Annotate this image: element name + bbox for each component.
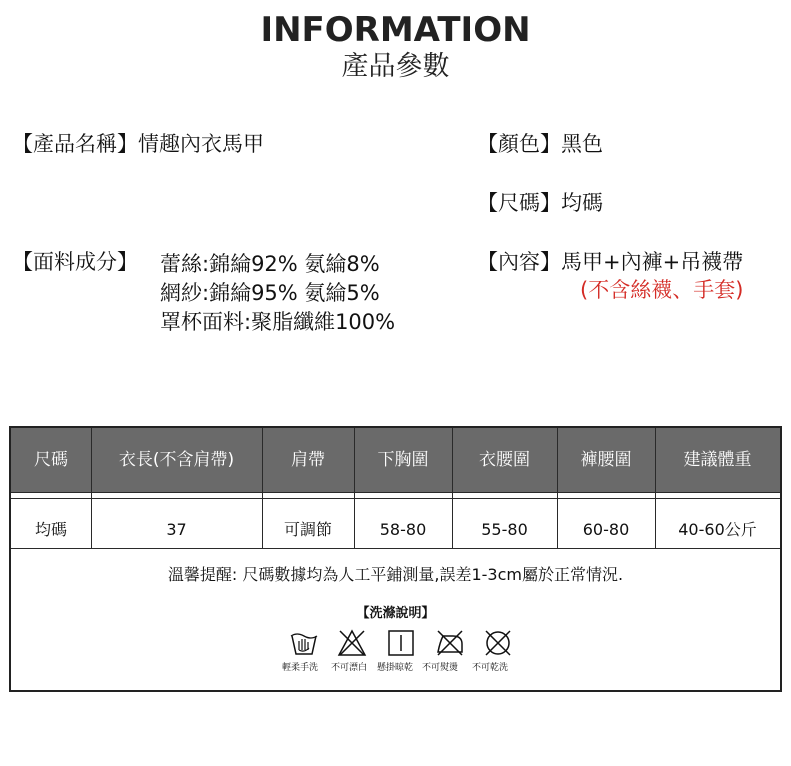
cell-strap: 可調節 <box>283 520 332 539</box>
product-name: 【產品名稱】情趣內衣馬甲 <box>12 132 264 156</box>
header-weight: 建議體重 <box>683 450 752 470</box>
fabric-label: 【面料成分】 <box>12 250 138 274</box>
wash-label-hand-wash: 輕柔手洗 <box>282 663 319 673</box>
product-color: 【顏色】黑色 <box>477 132 603 156</box>
hand-wash-icon <box>289 628 319 658</box>
cell-weight: 40-60公斤 <box>678 520 757 539</box>
wash-title: 【洗滌說明】 <box>356 606 435 621</box>
wash-label-no-bleach: 不可漂白 <box>331 663 368 673</box>
fabric-line-cup: 罩杯面料:聚脂纖維100% <box>160 310 396 334</box>
table-header <box>11 428 780 492</box>
wash-label-no-iron: 不可熨燙 <box>422 663 459 673</box>
no-dry-clean-icon <box>483 628 513 658</box>
no-bleach-icon <box>337 628 367 658</box>
wash-label-drip-dry: 懸掛晾乾 <box>377 663 414 673</box>
fabric-line-mesh: 網紗:錦綸95% 氨綸5% <box>160 281 380 305</box>
no-iron-icon <box>435 628 465 658</box>
title-chinese: 產品參數 <box>341 51 450 82</box>
cell-underbust: 58-80 <box>379 520 427 539</box>
cell-size: 均碼 <box>34 520 67 539</box>
drip-dry-icon <box>386 628 416 658</box>
header-size: 尺碼 <box>34 450 68 470</box>
header-strap: 肩帶 <box>291 450 325 470</box>
header-waist: 衣腰圍 <box>479 450 530 470</box>
header-pants-waist: 褲腰圍 <box>580 450 632 470</box>
size-table <box>9 426 782 692</box>
title-english: INFORMATION <box>260 10 531 50</box>
fabric-line-lace: 蕾絲:錦綸92% 氨綸8% <box>160 252 380 276</box>
product-content: 【內容】馬甲+內褲+吊襪帶 <box>477 250 744 274</box>
header-length: 衣長(不含肩帶) <box>118 450 235 470</box>
size-note: 溫馨提醒: 尺碼數據均為人工平鋪測量,誤差1-3cm屬於正常情況. <box>167 565 624 584</box>
cell-pants-waist: 60-80 <box>582 520 630 539</box>
cell-waist: 55-80 <box>481 520 528 539</box>
product-size: 【尺碼】均碼 <box>477 191 603 215</box>
header-underbust: 下胸圍 <box>377 450 429 470</box>
cell-length: 37 <box>166 520 187 539</box>
wash-label-no-dry-clean: 不可乾洗 <box>472 663 509 673</box>
content-note: (不含絲襪、手套) <box>580 278 744 302</box>
